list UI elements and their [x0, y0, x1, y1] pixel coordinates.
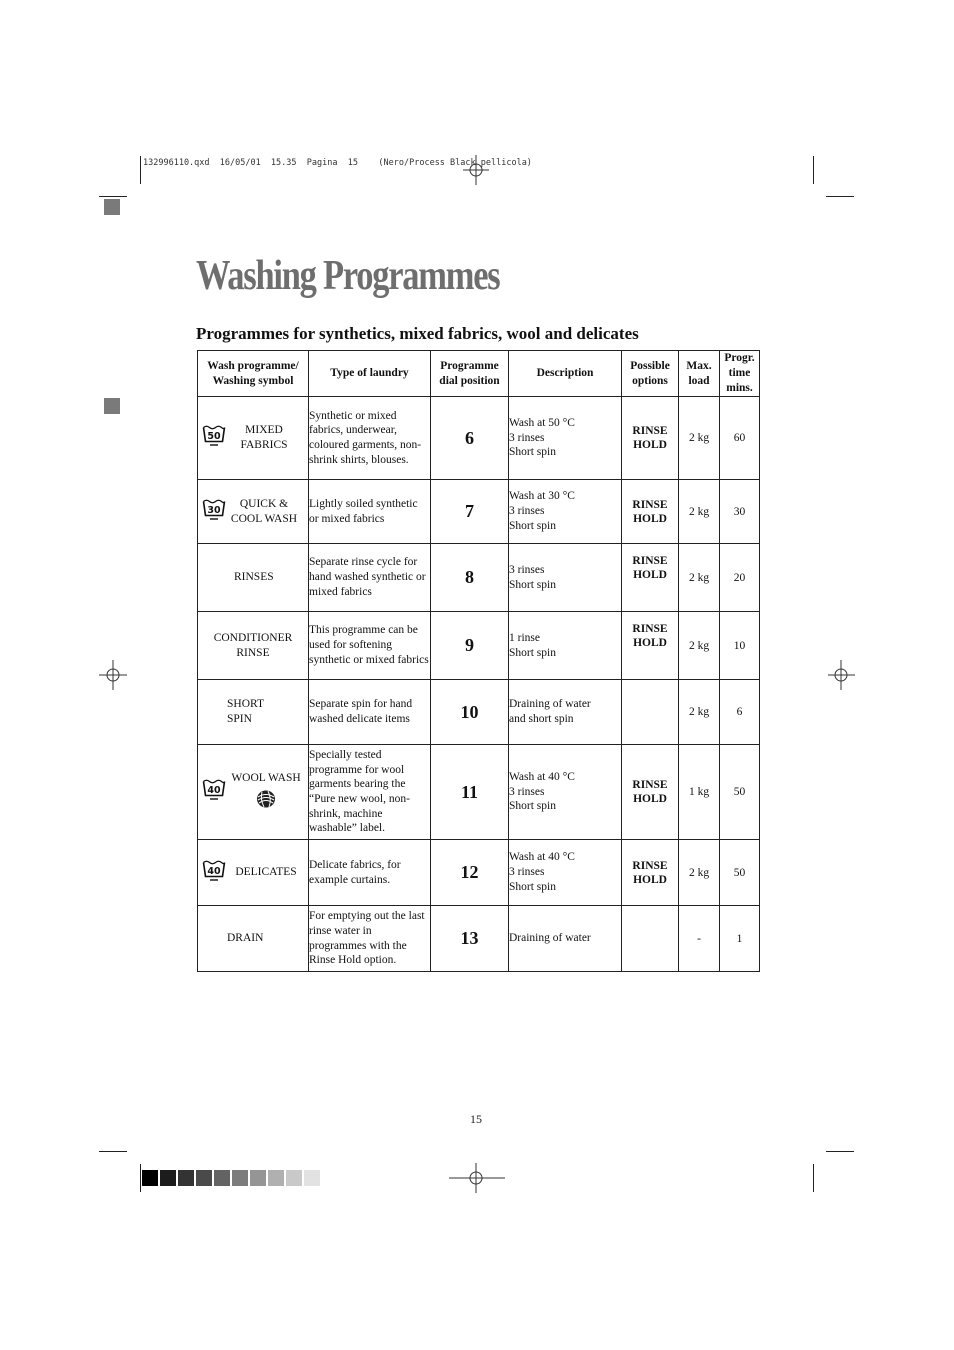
svg-text:30: 30 [207, 504, 221, 516]
max-load: 2 kg [679, 612, 720, 680]
marker-square [104, 398, 120, 414]
header-dial: Programme dial position [431, 351, 509, 397]
crop-mark [140, 156, 141, 184]
programme-time: 6 [720, 680, 760, 745]
max-load: 1 kg [679, 745, 720, 840]
description: Wash at 30 °C 3 rinses Short spin [509, 480, 622, 544]
options [622, 906, 679, 972]
programme-cell [198, 544, 309, 612]
options: RINSE HOLD [622, 480, 679, 544]
registration-mark-icon [99, 660, 129, 690]
programme-name: DELICATES [235, 866, 297, 878]
header-description: Description [509, 351, 622, 397]
description: 1 rinse Short spin [509, 612, 622, 680]
programme-name: RINSES [234, 571, 274, 583]
crop-mark [140, 1164, 141, 1192]
description: Wash at 40 °C 3 rinses Short spin [509, 840, 622, 906]
color-bar-swatch [160, 1170, 176, 1186]
dial-position: 7 [431, 480, 509, 544]
programme-time: 50 [720, 840, 760, 906]
programme-name: QUICK & COOL WASH [230, 497, 298, 525]
marker-square [104, 199, 120, 215]
table-row [198, 906, 760, 972]
description: Draining of water and short spin [509, 680, 622, 745]
wool-ball-icon [255, 788, 277, 810]
laundry-type: Separate spin for hand washed delicate items [309, 680, 431, 745]
dial-position: 12 [431, 840, 509, 906]
page-title: Washing Programmes [196, 253, 500, 299]
color-bar-swatch [286, 1170, 302, 1186]
programme-name: DRAIN [227, 932, 264, 944]
programme-name: SHORT SPIN [227, 698, 265, 725]
dial-position: 10 [431, 680, 509, 745]
color-bar-swatch [196, 1170, 212, 1186]
max-load: 2 kg [679, 397, 720, 480]
programme-time: 10 [720, 612, 760, 680]
color-bar-swatch [232, 1170, 248, 1186]
table-row [198, 612, 760, 680]
svg-text:40: 40 [207, 785, 221, 796]
programme-time: 60 [720, 397, 760, 480]
programme-time: 20 [720, 544, 760, 612]
options: RINSE HOLD [622, 745, 679, 840]
programme-time: 50 [720, 745, 760, 840]
max-load: 2 kg [679, 680, 720, 745]
laundry-type: Synthetic or mixed fabrics, underwear, coloured garments, non-shrink shirts, blouses. [309, 397, 431, 480]
programme-name: CONDITIONER RINSE [213, 631, 293, 659]
table-row [198, 680, 760, 745]
header-load: Max. load [679, 351, 720, 397]
registration-mark-icon [826, 660, 856, 690]
wash-tub-30-icon [202, 498, 226, 525]
registration-mark-icon [461, 155, 491, 185]
max-load: - [679, 906, 720, 972]
table-row [198, 397, 760, 480]
crop-mark [826, 196, 854, 197]
wash-tub-50-icon [202, 425, 226, 452]
header-programme: Wash programme/ Washing symbol [198, 351, 309, 397]
crop-mark [813, 1164, 814, 1192]
header-options: Possible options [622, 351, 679, 397]
print-slug: 132996110.qxd 16/05/01 15.35 Pagina 15 (Nero/Process Black pellicola) [143, 158, 532, 168]
dial-position: 6 [431, 397, 509, 480]
color-bar-swatch [304, 1170, 320, 1186]
dial-position: 13 [431, 906, 509, 972]
crop-mark [813, 156, 814, 184]
laundry-type: Delicate fabrics, for example curtains. [309, 840, 431, 906]
programme-time: 1 [720, 906, 760, 972]
crop-mark [99, 196, 127, 197]
max-load: 2 kg [679, 840, 720, 906]
description: 3 rinses Short spin [509, 544, 622, 612]
programme-cell [198, 612, 309, 680]
programme-cell [198, 840, 309, 906]
color-bar-swatch [268, 1170, 284, 1186]
laundry-type: For emptying out the last rinse water in programmes with the Rinse Hold option. [309, 906, 431, 972]
dial-position: 8 [431, 544, 509, 612]
programme-cell [198, 906, 309, 972]
programme-name: MIXED FABRICS [240, 424, 288, 451]
programme-name: WOOL WASH [231, 772, 300, 813]
table-row [198, 544, 760, 612]
section-subtitle: Programmes for synthetics, mixed fabrics, wool and delicates [196, 324, 639, 343]
registration-mark-icon [449, 1163, 505, 1193]
color-bar-swatch [178, 1170, 194, 1186]
table-row [198, 480, 760, 544]
table-row [198, 840, 760, 906]
programme-cell [198, 680, 309, 745]
laundry-type: Separate rinse cycle for hand washed synthetic or mixed fabrics [309, 544, 431, 612]
wash-tub-40-icon [202, 779, 226, 806]
wash-tub-40-icon [202, 859, 226, 886]
table-row [198, 745, 760, 840]
programmes-table [197, 350, 760, 972]
options: RINSE HOLD [622, 544, 679, 612]
laundry-type: This programme can be used for softening synthetic or mixed fabrics [309, 612, 431, 680]
svg-text:40: 40 [207, 865, 221, 877]
color-bar-swatch [142, 1170, 158, 1186]
description: Draining of water [509, 906, 622, 972]
description: Wash at 50 °C 3 rinses Short spin [509, 397, 622, 480]
color-bar-swatch [214, 1170, 230, 1186]
crop-mark [99, 1151, 127, 1152]
laundry-type: Specially tested programme for wool garments bearing the “Pure new wool, non-shrink, machine washable” label. [309, 745, 431, 840]
color-bar-swatch [250, 1170, 266, 1186]
max-load: 2 kg [679, 480, 720, 544]
svg-text:50: 50 [207, 431, 221, 442]
programme-cell [198, 397, 309, 480]
description: Wash at 40 °C 3 rinses Short spin [509, 745, 622, 840]
options: RINSE HOLD [622, 840, 679, 906]
options: RINSE HOLD [622, 612, 679, 680]
options: RINSE HOLD [622, 397, 679, 480]
programme-cell [198, 480, 309, 544]
header-time: Progr. time mins. [720, 351, 760, 397]
laundry-type: Lightly soiled synthetic or mixed fabrics [309, 480, 431, 544]
dial-position: 11 [431, 745, 509, 840]
crop-mark [826, 1151, 854, 1152]
max-load: 2 kg [679, 544, 720, 612]
programme-cell [198, 745, 309, 840]
options [622, 680, 679, 745]
programme-time: 30 [720, 480, 760, 544]
header-laundry: Type of laundry [309, 351, 431, 397]
dial-position: 9 [431, 612, 509, 680]
table-header-row [198, 351, 760, 397]
page-number: 15 [470, 1112, 482, 1126]
